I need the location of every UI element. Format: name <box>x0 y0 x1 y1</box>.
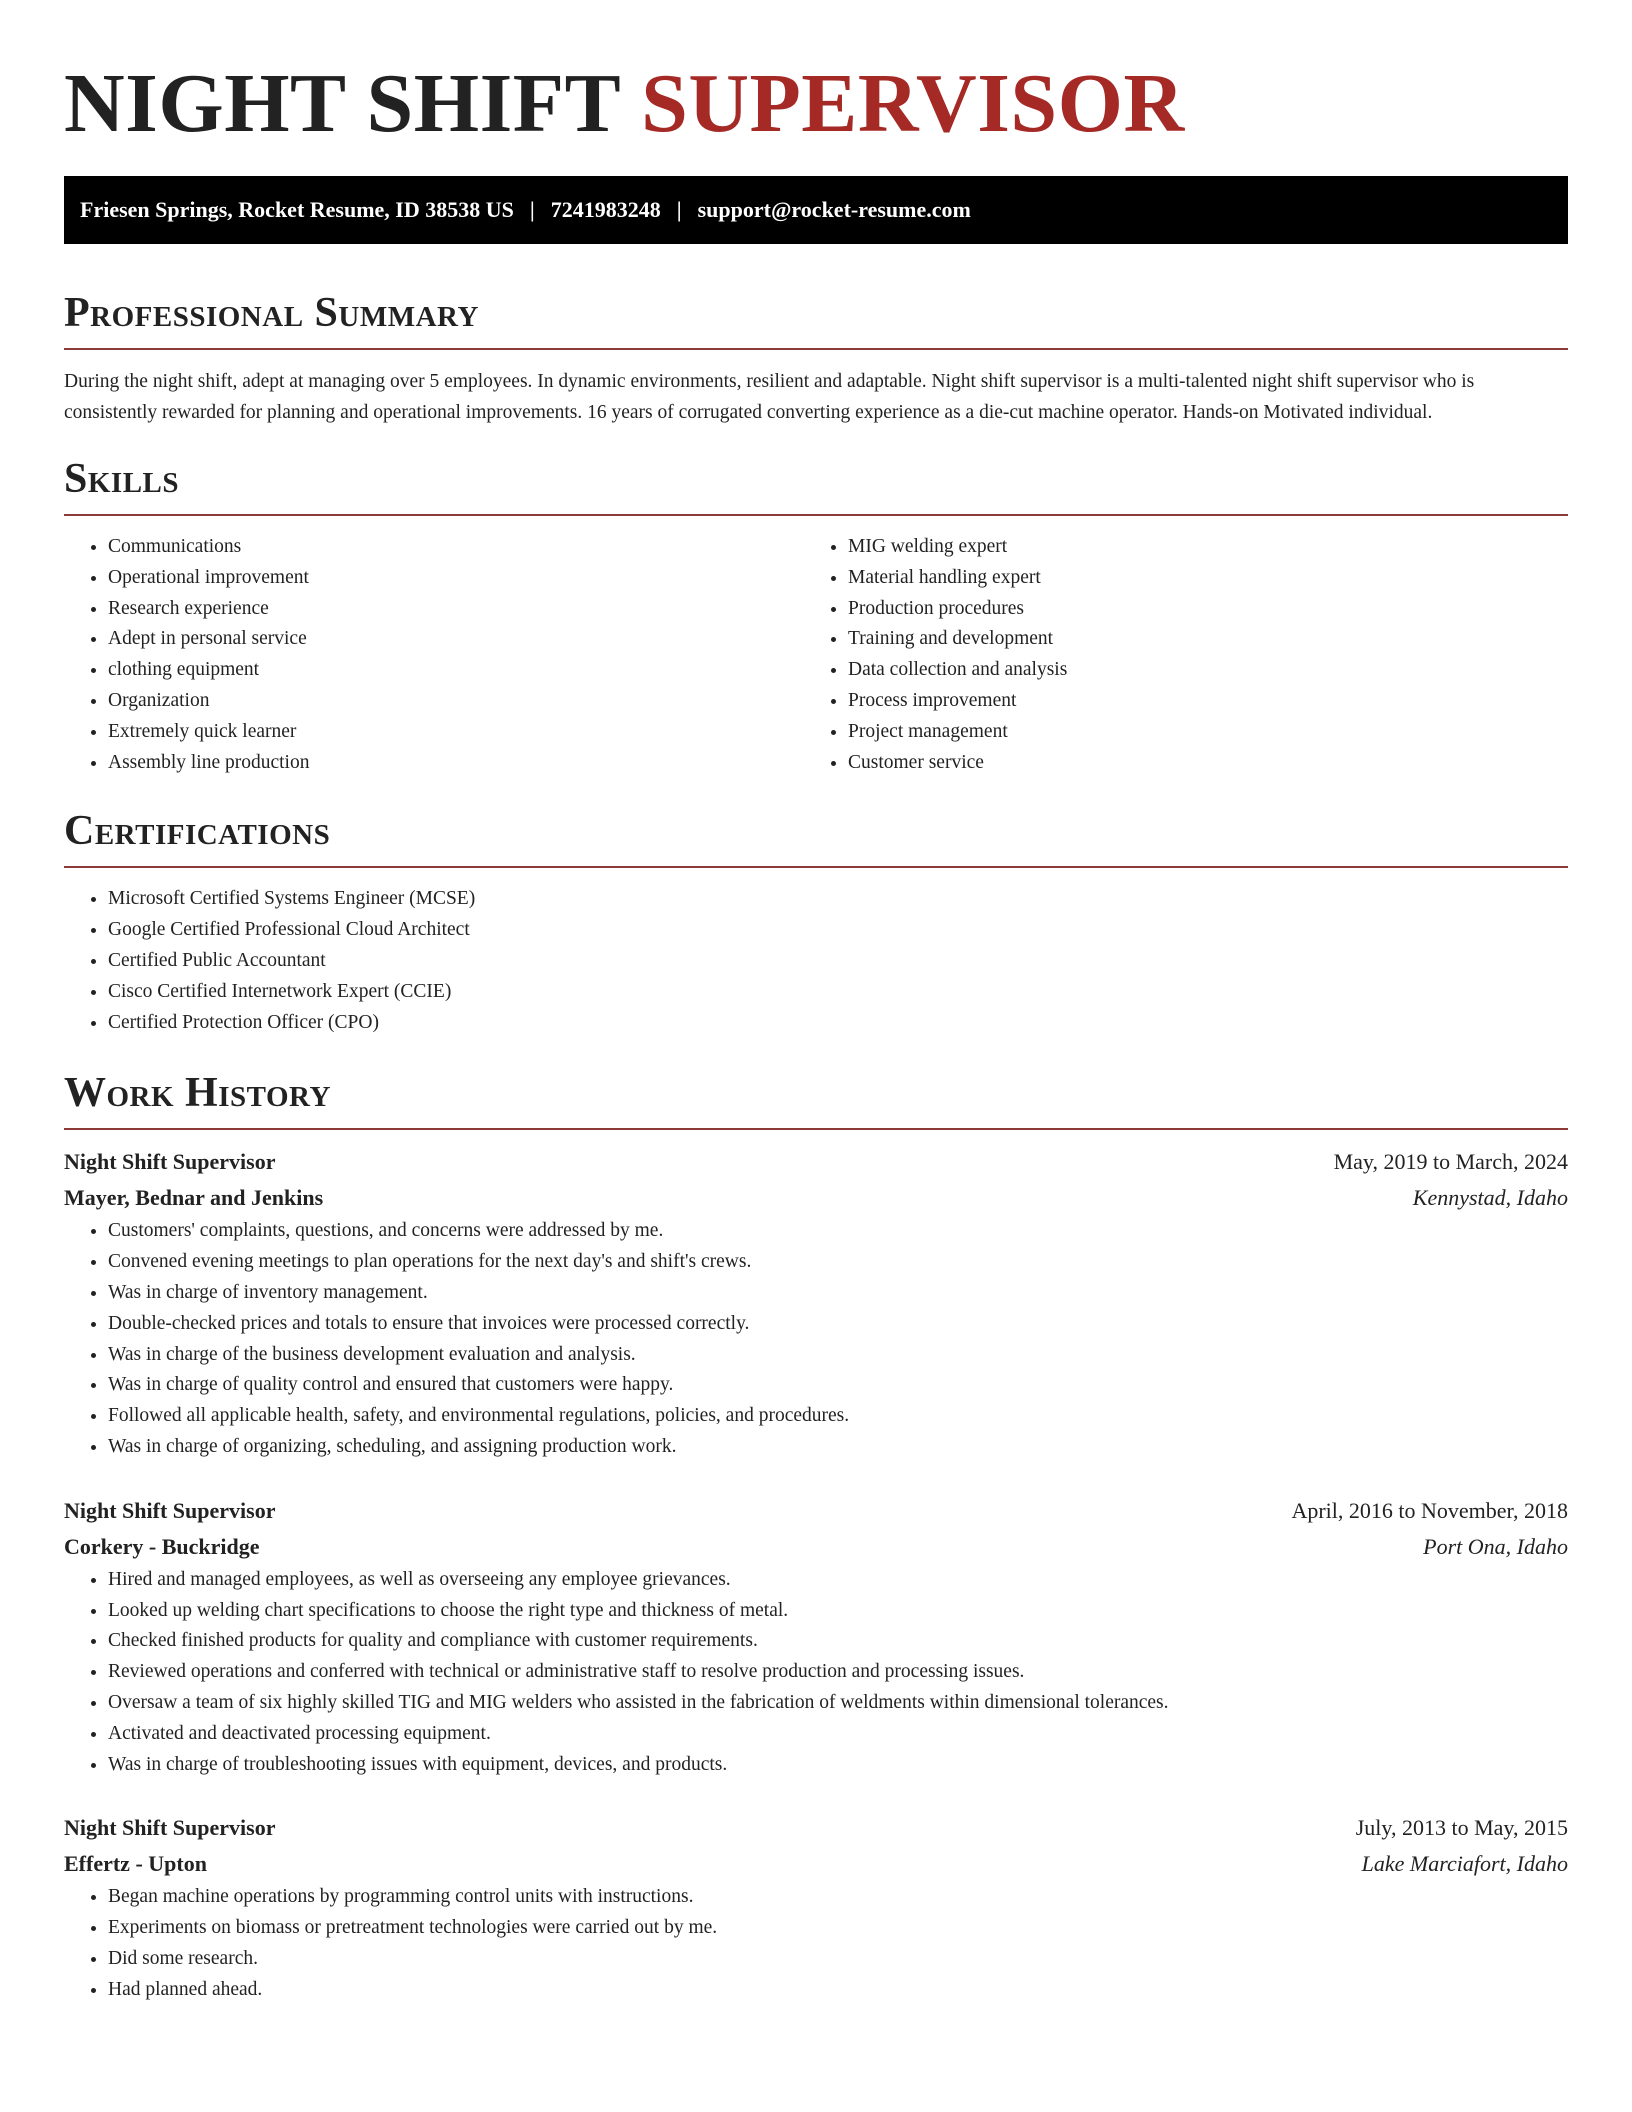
job-duty: • Had planned ahead. <box>108 1975 1568 2006</box>
contact-separator: | <box>676 197 682 222</box>
skill-item: • Training and development <box>848 624 1544 655</box>
skills-columns <box>64 532 1568 778</box>
skill-item: • Data collection and analysis <box>848 655 1544 686</box>
job-duty: • Oversaw a team of six highly skilled TIG and MIG welders who assisted in the fabrication of weldments within dimensional tolerances. <box>108 1688 1568 1719</box>
section-divider <box>64 866 1568 868</box>
job-header-row <box>64 1144 1568 1180</box>
skill-item: • Project management <box>848 717 1544 748</box>
job-company-row <box>64 1180 1568 1216</box>
resume-name <box>64 56 1568 152</box>
summary-section <box>64 288 1568 428</box>
job-header-row <box>64 1810 1568 1846</box>
certifications-list <box>64 884 1568 1038</box>
contact-phone: 7241983248 <box>550 197 661 222</box>
job-duty: • Hired and managed employees, as well as overseeing any employee grievances. <box>108 1565 1568 1596</box>
job-title: Night Shift Supervisor <box>64 1497 276 1523</box>
section-divider <box>64 514 1568 516</box>
section-divider <box>64 348 1568 350</box>
job-dates: April, 2016 to November, 2018 <box>1291 1497 1568 1523</box>
certification-item: • Certified Public Accountant <box>108 946 1568 977</box>
skill-item: • Communications <box>108 532 804 563</box>
summary-heading: Professional Summary <box>64 290 479 336</box>
contact-bar <box>64 176 1568 244</box>
certifications-heading: Certifications <box>64 808 331 855</box>
skills-list-right <box>804 532 1544 778</box>
skill-item: • clothing equipment <box>108 655 804 686</box>
job-company: Effertz - Upton <box>64 1851 207 1877</box>
skills-column-right <box>804 532 1544 778</box>
section-divider <box>64 1128 1568 1130</box>
skill-item: • Research experience <box>108 594 804 625</box>
contact-address: Friesen Springs, Rocket Resume, ID 38538 US <box>80 197 514 222</box>
job-duty: • Convened evening meetings to plan operations for the next day's and shift's crews. <box>108 1247 1568 1278</box>
work-history-section <box>64 1068 1568 2005</box>
summary-text: During the night shift, adept at managing over 5 employees. In dynamic environments, resilient and adaptable. Night shift supervisor is a multi-talented night shift supervisor who is consistently rewarded for planning and operational improvements. 16 years of corrugated converting experience as a die-cut machine operator. Hands-on Motivated individual. <box>64 371 1475 423</box>
skill-item: • Customer service <box>848 748 1544 779</box>
skill-item: • Operational improvement <box>108 563 804 594</box>
job-duty: • Customers' complaints, questions, and concerns were addressed by me. <box>108 1216 1568 1247</box>
name-first: NIGHT SHIFT <box>64 57 620 150</box>
job-location: Lake Marciafort, Idaho <box>1361 1851 1568 1877</box>
job-duty: • Did some research. <box>108 1944 1568 1975</box>
job-duties-list <box>64 1216 1568 1462</box>
work-history-heading: Work History <box>64 1070 331 1117</box>
skill-item: • Material handling expert <box>848 563 1544 594</box>
skill-item: • MIG welding expert <box>848 532 1544 563</box>
job-company-row <box>64 1529 1568 1565</box>
job-duty: • Was in charge of troubleshooting issues with equipment, devices, and products. <box>108 1750 1568 1781</box>
job-duty: • Double-checked prices and totals to ensure that invoices were processed correctly. <box>108 1309 1568 1340</box>
job-duties-list <box>64 1565 1568 1781</box>
skill-item: • Adept in personal service <box>108 624 804 655</box>
skill-item: • Assembly line production <box>108 748 804 779</box>
job-dates: May, 2019 to March, 2024 <box>1333 1149 1568 1175</box>
job-company: Mayer, Bednar and Jenkins <box>64 1185 324 1211</box>
job-company-row <box>64 1846 1568 1882</box>
job-duty: • Was in charge of inventory management. <box>108 1278 1568 1309</box>
skills-section <box>64 454 1568 778</box>
skills-list-left <box>64 532 804 778</box>
certification-item: • Google Certified Professional Cloud Architect <box>108 915 1568 946</box>
job-entry <box>64 1810 1568 2005</box>
job-title: Night Shift Supervisor <box>64 1815 276 1841</box>
name-accent: SUPERVISOR <box>641 57 1185 150</box>
job-duty: • Reviewed operations and conferred with technical or administrative staff to resolve production and processing issues. <box>108 1657 1568 1688</box>
job-entry <box>64 1144 1568 1462</box>
contact-separator: | <box>529 197 535 222</box>
job-header-row <box>64 1493 1568 1529</box>
contact-email[interactable]: support@rocket-resume.com <box>697 197 971 222</box>
certification-item: • Microsoft Certified Systems Engineer (MCSE) <box>108 884 1568 915</box>
job-duties-list <box>64 1882 1568 2005</box>
certification-item: • Certified Protection Officer (CPO) <box>108 1008 1568 1039</box>
job-duty: • Experiments on biomass or pretreatment technologies were carried out by me. <box>108 1913 1568 1944</box>
job-duty: • Was in charge of quality control and ensured that customers were happy. <box>108 1370 1568 1401</box>
skill-item: • Production procedures <box>848 594 1544 625</box>
skills-heading: Skills <box>64 456 180 502</box>
job-duty: • Looked up welding chart specifications to choose the right type and thickness of metal. <box>108 1596 1568 1627</box>
job-location: Kennystad, Idaho <box>1412 1185 1568 1211</box>
skills-column-left <box>64 532 804 778</box>
skill-item: • Organization <box>108 686 804 717</box>
job-duty: • Followed all applicable health, safety, and environmental regulations, policies, and procedures. <box>108 1401 1568 1432</box>
certifications-section <box>64 806 1568 1038</box>
job-duty: • Checked finished products for quality and compliance with customer requirements. <box>108 1626 1568 1657</box>
skill-item: • Process improvement <box>848 686 1544 717</box>
certification-item: • Cisco Certified Internetwork Expert (CCIE) <box>108 977 1568 1008</box>
job-title: Night Shift Supervisor <box>64 1149 276 1175</box>
skill-item: • Extremely quick learner <box>108 717 804 748</box>
job-duty: • Began machine operations by programming control units with instructions. <box>108 1882 1568 1913</box>
job-duty: • Activated and deactivated processing equipment. <box>108 1719 1568 1750</box>
job-duty: • Was in charge of organizing, scheduling, and assigning production work. <box>108 1432 1568 1463</box>
job-duty: • Was in charge of the business development evaluation and analysis. <box>108 1340 1568 1371</box>
job-dates: July, 2013 to May, 2015 <box>1355 1815 1568 1841</box>
job-entry <box>64 1493 1568 1781</box>
job-location: Port Ona, Idaho <box>1423 1533 1568 1559</box>
job-company: Corkery - Buckridge <box>64 1533 260 1559</box>
